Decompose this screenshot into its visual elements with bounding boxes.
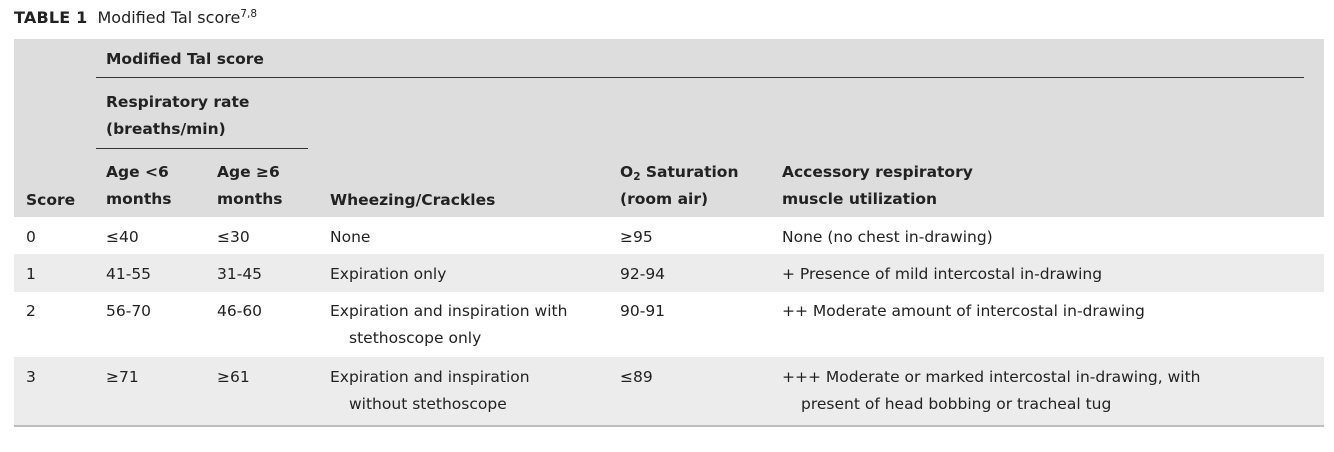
group-header-rule xyxy=(96,77,1304,78)
cell-score: 1 xyxy=(26,265,36,283)
resp-rate-header-rule xyxy=(96,148,308,149)
cell-o2: ≤89 xyxy=(620,368,653,386)
cell-age-under-6: ≤40 xyxy=(106,228,139,246)
cell-age-6-plus: ≤30 xyxy=(217,228,250,246)
cell-o2: ≥95 xyxy=(620,228,653,246)
tal-score-table xyxy=(14,39,1324,428)
cell-accessory: +++ Moderate or marked intercostal in-drawing, with present of head bobbing or tracheal tug xyxy=(782,368,1201,413)
cell-wheezing: Expiration and inspiration with stethoscope only xyxy=(330,302,568,347)
cell-score: 3 xyxy=(26,368,36,386)
cell-accessory: + Presence of mild intercostal in-drawing xyxy=(782,265,1103,283)
cell-o2: 92-94 xyxy=(620,265,666,283)
header-accessory-muscle: Accessory respiratory muscle utilization xyxy=(782,163,973,208)
cell-age-6-plus: ≥61 xyxy=(217,368,250,386)
header-score: Score xyxy=(26,191,76,209)
header-respiratory-rate: Respiratory rate (breaths/min) xyxy=(106,93,250,138)
table-bottom-rule xyxy=(14,425,1324,427)
cell-age-under-6: ≥71 xyxy=(106,368,139,386)
table-caption xyxy=(14,7,257,29)
cell-o2: 90-91 xyxy=(620,302,666,320)
header-modified-tal-score: Modified Tal score xyxy=(106,50,264,68)
cell-age-under-6: 56-70 xyxy=(106,302,152,320)
table-label: TABLE 1 xyxy=(14,8,88,27)
header-age-under-6: Age <6 months xyxy=(106,163,172,208)
cell-age-under-6: 41-55 xyxy=(106,265,152,283)
cell-wheezing: None xyxy=(330,228,371,246)
cell-wheezing: Expiration only xyxy=(330,265,447,283)
header-age-6-plus: Age ≥6 months xyxy=(217,163,283,208)
cell-age-6-plus: 46-60 xyxy=(217,302,263,320)
table-title-refs: 7,8 xyxy=(240,8,257,20)
header-wheezing-crackles: Wheezing/Crackles xyxy=(330,191,496,209)
header-o2-saturation: $O_2$ Saturation (room air) xyxy=(620,163,739,208)
cell-age-6-plus: 31-45 xyxy=(217,265,263,283)
row-background xyxy=(14,217,1324,254)
cell-score: 2 xyxy=(26,302,36,320)
cell-accessory: None (no chest in-drawing) xyxy=(782,228,993,246)
cell-accessory: ++ Moderate amount of intercostal in-drawing xyxy=(782,302,1145,320)
table-title: Modified Tal score xyxy=(97,8,241,27)
cell-score: 0 xyxy=(26,228,36,246)
row-background xyxy=(14,254,1324,292)
cell-wheezing: Expiration and inspiration without stethoscope xyxy=(330,368,530,413)
